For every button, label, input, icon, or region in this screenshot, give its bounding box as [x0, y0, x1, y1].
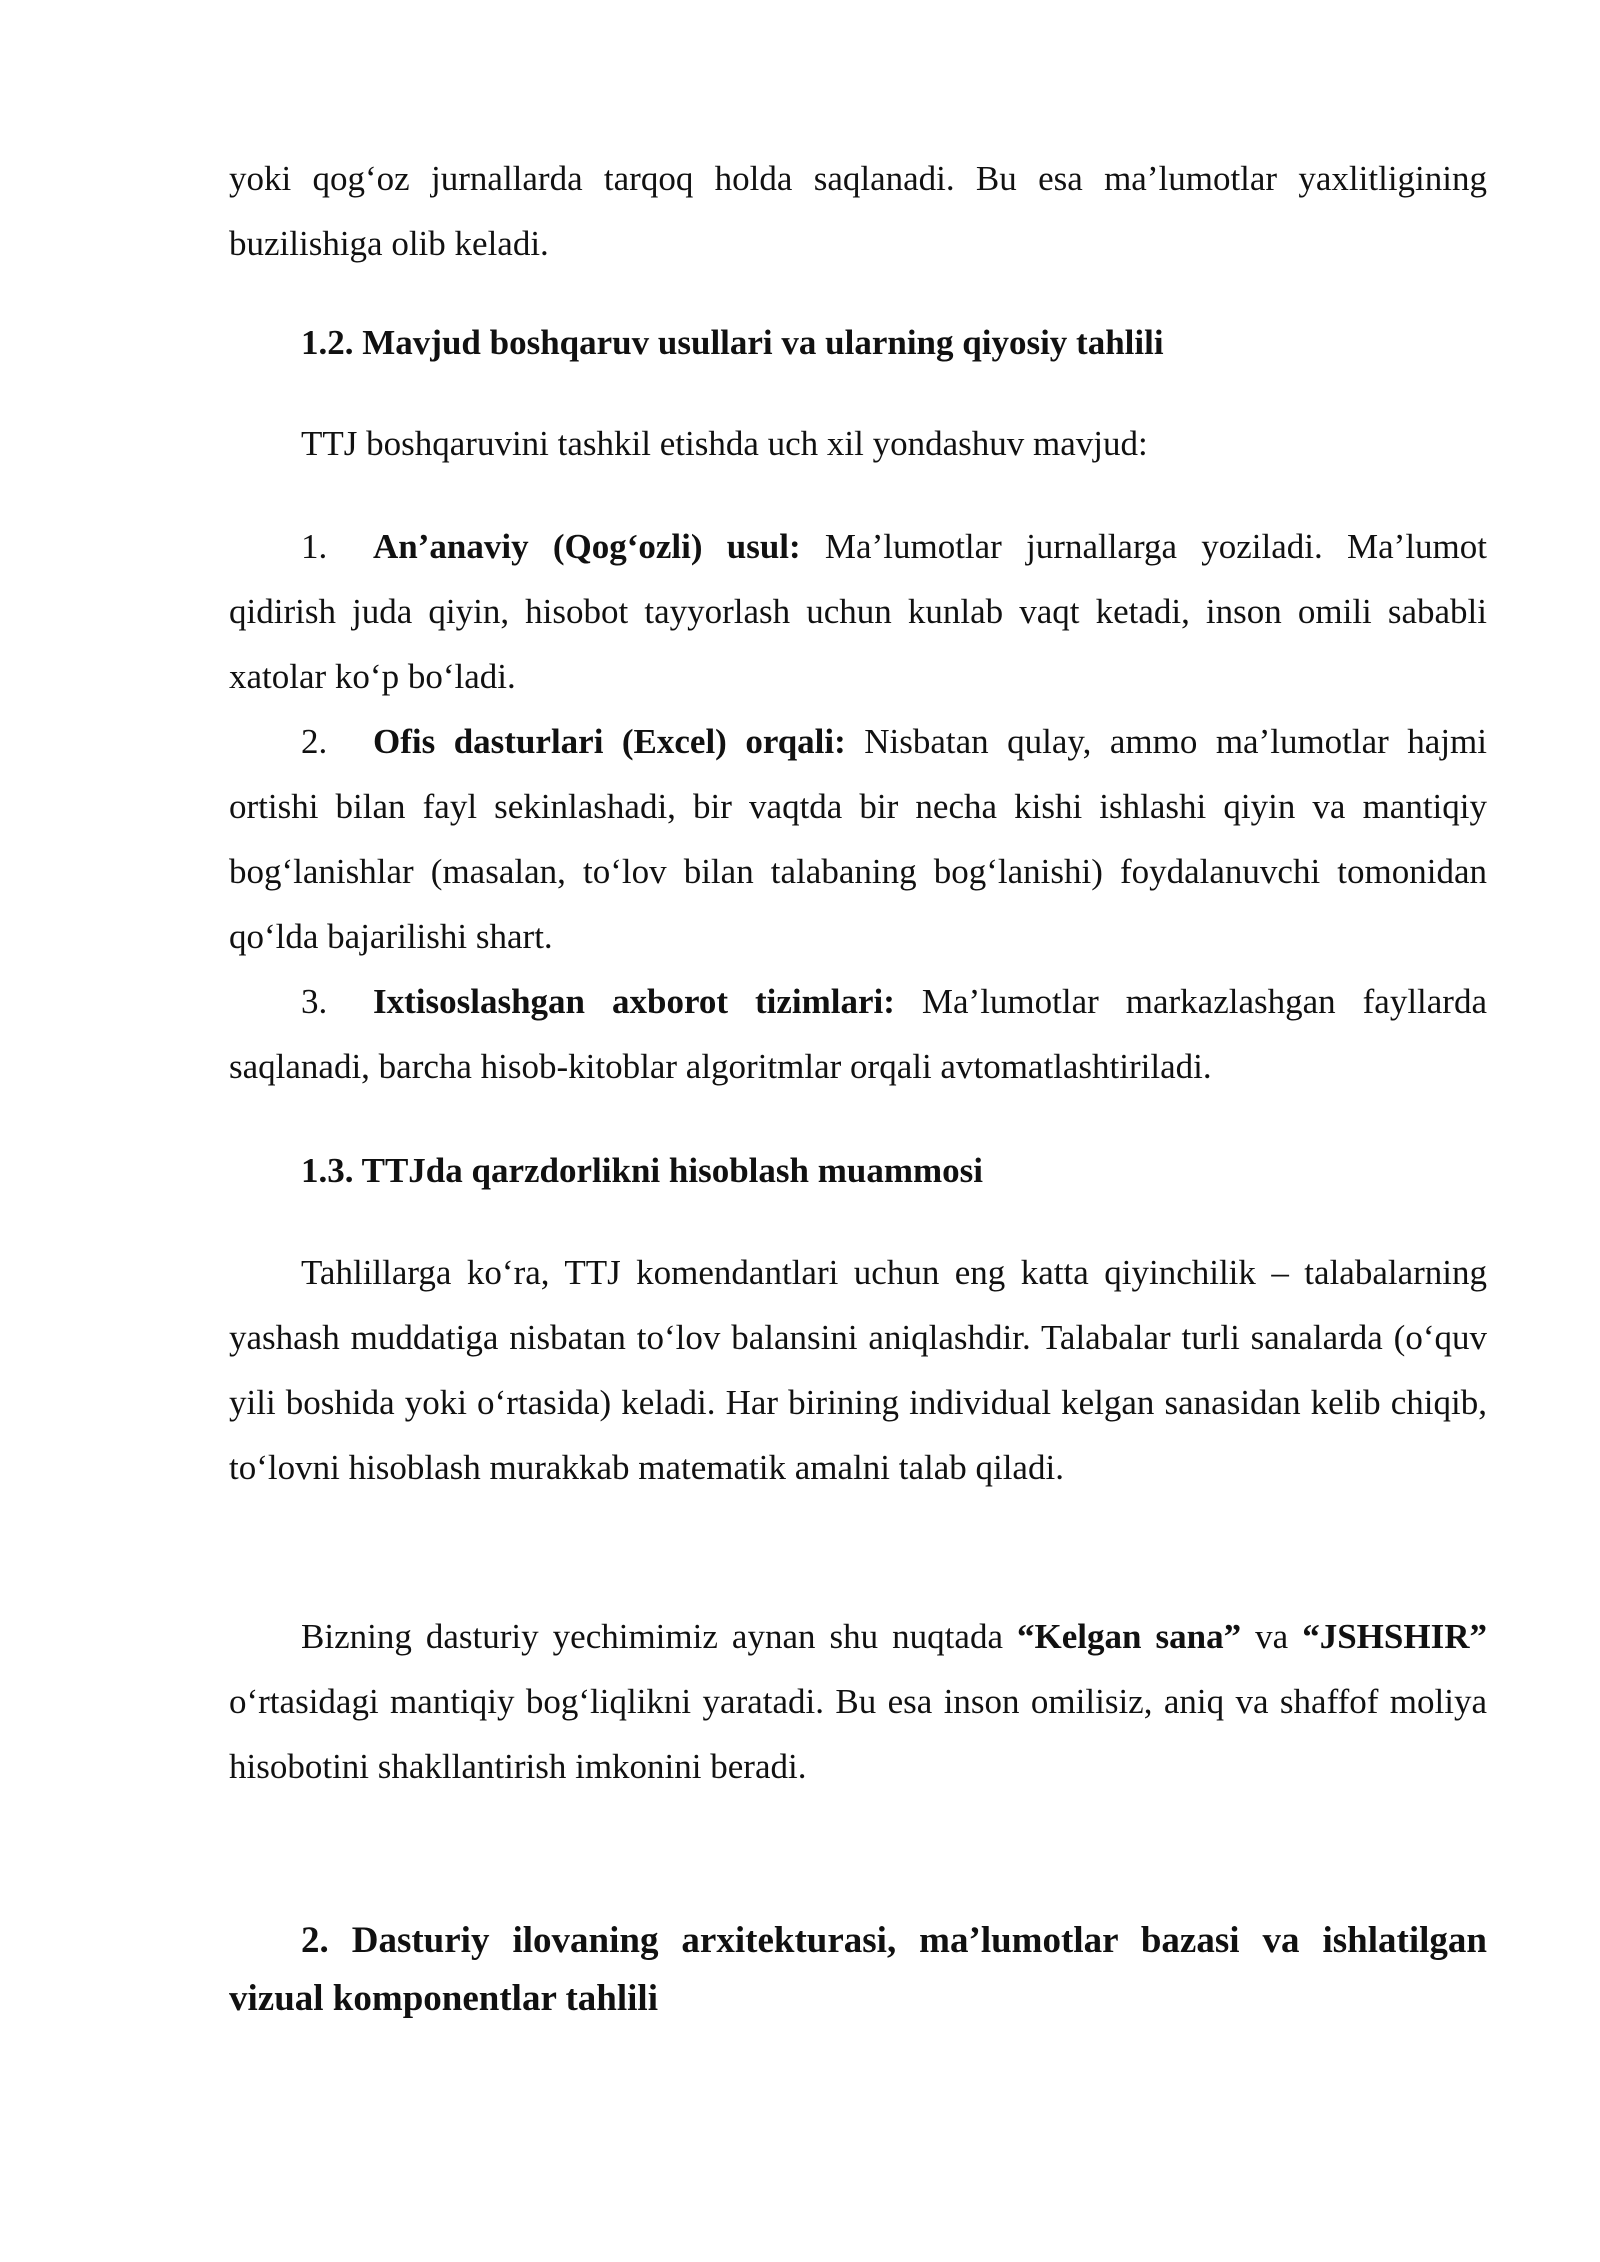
paragraph-text-after: o‘rtasidagi mantiqiy bog‘liqlikni yaratadi. Bu esa inson omilisiz, aniq va shaffof moliya hisobotini shakllantirish imkonini beradi.: [229, 1682, 1487, 1786]
list-item: [229, 709, 1487, 969]
list-item: [229, 514, 1487, 709]
paragraph-text: TTJ boshqaruvini tashkil etishda uch xil yondashuv mavjud:: [301, 424, 1148, 463]
paragraph-text: yoki qog‘oz jurnallarda tarqoq holda saqlanadi. Bu esa ma’lumotlar yaxlitligining buzilishiga olib keladi.: [229, 159, 1487, 263]
list-item-title: An’anaviy (Qog‘ozli) usul:: [373, 527, 801, 566]
list-item-text: Ma’lumotlar jurnallarga yoziladi. Ma’lumot qidirish juda qiyin, hisobot tayyorlash uchun kunlab vaqt ketadi, inson omili sababli xatolar ko‘p bo‘ladi.: [229, 527, 1487, 696]
heading-text: 2. Dasturiy ilovaning arxitekturasi, ma’lumotlar bazasi va ishlatilgan vizual komponentlar tahlili: [229, 1920, 1487, 2019]
paragraph-text-before: Bizning dasturiy yechimimiz aynan shu nuqtada: [301, 1617, 1018, 1656]
paragraph-text-mid: va: [1241, 1617, 1303, 1656]
paragraph-text: Tahlillarga ko‘ra, TTJ komendantlari uchun eng katta qiyinchilik – talabalarning yashash muddatiga nisbatan to‘lov balansini aniqlashdir. Talabalar turli sanalarda (o‘quv yili boshida yoki o‘rtasida) keladi. Har birining individual kelgan sanasidan kelib chiqib, to‘lovni hisoblash murakkab matematik amalni talab qiladi.: [229, 1253, 1487, 1487]
heading-text: 1.2. Mavjud boshqaruv usullari va ularning qiyosiy tahlili: [301, 323, 1164, 362]
list-item: [229, 969, 1487, 1099]
list-item-text: Nisbatan qulay, ammo ma’lumotlar hajmi ortishi bilan fayl sekinlashadi, bir vaqtda bir necha kishi ishlashi qiyin va mantiqiy bog‘lanishlar (masalan, to‘lov bilan talabaning bog‘lanishi) foydalanuvchi tomonidan qo‘lda bajarilishi shart.: [229, 722, 1488, 956]
chapter-heading-2: [229, 1912, 1487, 2028]
list-item-text: Ma’lumotlar markazlashgan fayllarda saqlanadi, barcha hisob-kitoblar algoritmlar orqali avtomatlashtiriladi.: [229, 982, 1487, 1086]
section-heading-1-3: [229, 1138, 1559, 1203]
heading-text: 1.3. TTJda qarzdorlikni hisoblash muammosi: [301, 1151, 984, 1190]
paragraph-analysis: [229, 1240, 1487, 1500]
bold-term-kelgan-sana: “Kelgan sana”: [1017, 1617, 1242, 1656]
list-item-title: Ofis dasturlari (Excel) orqali:: [373, 722, 846, 761]
list-item-title: Ixtisoslashgan axborot tizimlari:: [373, 982, 895, 1021]
bold-term-jshshir: “JSHSHIR”: [1302, 1617, 1487, 1656]
numbered-list: [229, 514, 1487, 1099]
paragraph-continuation: [229, 146, 1487, 276]
paragraph-intro: [229, 411, 1487, 476]
paragraph-solution: [229, 1604, 1487, 1799]
list-number: 1.: [301, 527, 328, 566]
section-heading-1-2: [229, 310, 1559, 375]
list-number: 2.: [301, 722, 328, 761]
list-number: 3.: [301, 982, 328, 1021]
